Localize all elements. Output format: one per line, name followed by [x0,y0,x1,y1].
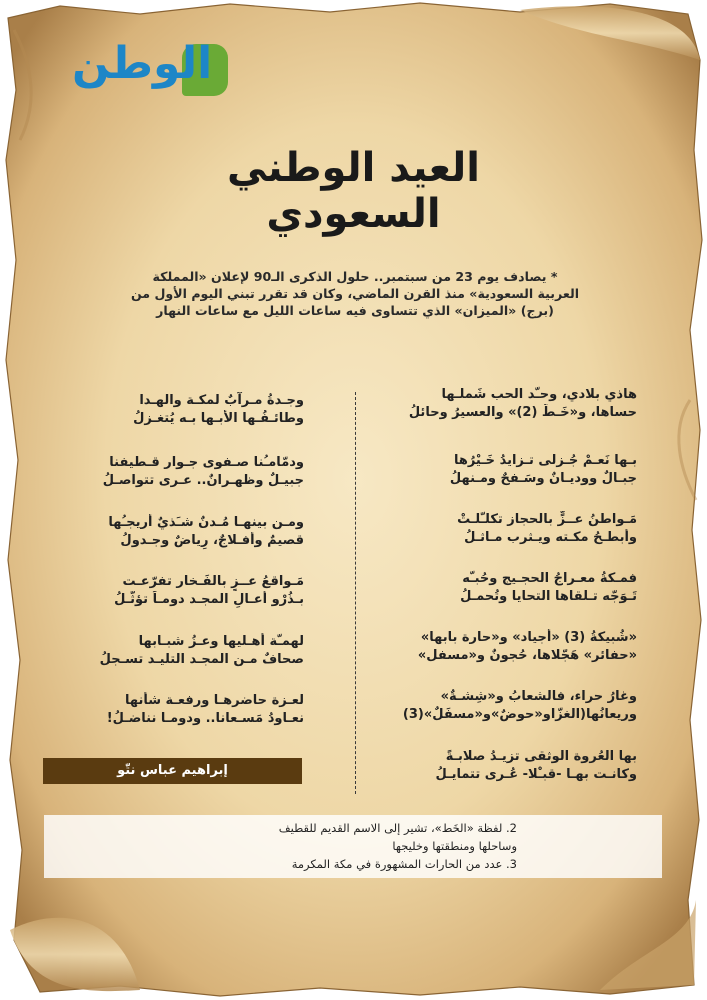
poem-stanza [385,688,637,724]
alwatan-logo [64,38,254,102]
footnote-line: وساحلها ومنطقتها وخليجها [392,839,517,853]
author-name-bar: إبراهيم عباس نتّو [43,758,302,784]
verse-line: بها العُروة الوثقى تزيـدُ صلابـةً [445,749,637,764]
verse-line: ودمّامـُنا صـفوى جـوار قـطيفنا [109,455,304,470]
verse-line: ومـن بينهـا مُـدنٌ شـَذيٌ أريجـُها [108,515,304,530]
verse-line: وجـدةُ مـرآبٌ لمكـة والهـدا [139,393,304,408]
verse-line: وغارُ حراء، فالشعابُ و«شِشـةٌ» [440,689,637,704]
poem-stanza [385,570,637,606]
intro-paragraph [100,268,610,319]
column-divider [355,392,356,794]
intro-line: * يصادف يوم 23 من سبتمبر.. حلول الذكرى الـ90 لإعلان «المملكة [152,269,558,284]
poem-stanza [385,748,637,784]
verse-line: حساها، و«خَـطّ (2)» والعسيرُ وحائلُ [408,405,637,420]
verse-line: جبيـلٌ وظهـرانٌ.. عـرى تتواصـلُ [102,473,304,488]
footnotes-box [44,815,662,878]
verse-line: هاذي بلادي، وحـّد الحب شَملـها [441,387,637,402]
intro-line: (برج) «الميزان» الذي تتساوى فيه ساعات الليل مع ساعات النهار [156,303,554,318]
verse-line: نعـاودُ مَسـعانا.. ودومـا نناضـلُ! [106,711,304,726]
verse-line: لهمـّة أهـليها وعـزُ شبـابها [138,634,304,649]
poem-stanza [42,573,304,609]
verse-line: وأبطـحُ مكـته ويـثرب مـاثـلُ [464,530,637,545]
verse-line: تَـوَجّه تـلقاها التحايا وتُحمـلُ [460,589,637,604]
poem-stanza [42,514,304,550]
verse-line: مَـواطنُ عــزٍّ بالحجاز تكلـّلـتْ [457,512,637,527]
poem-stanza [385,629,637,665]
poem-stanza [42,692,304,728]
headline-line-1: العيد الوطني [227,145,480,191]
verse-line: بـذُرْو أعـالِ المجـد دومـاً تؤثّـلُ [114,592,304,607]
poem-stanza [42,633,304,669]
verse-line: «حفائر» هَجّلاها، حُجونٌ و«مسفل» [417,648,637,663]
intro-line: العربية السعودية» منذ القرن الماضي، وكان قد تقرر تبني اليوم الأول من [130,286,580,301]
verse-line: قصيمٌ وأفـلاجٌ، رِياضٌ وجـدولُ [120,533,304,548]
poem-stanza [385,511,637,547]
verse-line: وكانـت بهـا -قبـْلا- عُـرى تتمايـلُ [435,767,637,782]
logo-text: الوطن [72,38,213,89]
verse-line: فمـكةُ معـراجُ الحجـيج وحُبـّه [462,571,637,586]
verse-line: بـها نَعـمْ جُـزلى تـزايدُ خَـيْرُها [453,453,637,468]
footnote-line: 2. لفظة «الخَط»، تشير إلى الاسم القديم للقطيف [278,821,517,835]
headline-line-2: السعودي [266,191,441,237]
verse-line: صحافٌ مـن المجـد التليـد تسـجلُ [99,652,304,667]
poem-stanza [42,454,304,490]
verse-line: مَـواقعُ عــزٍ بالفَـخار تفرّعـت [122,574,304,589]
poem-stanza [385,452,637,488]
verse-line: «شُبيكةُ (3) «أجياد» و«حارة بابها» [420,630,637,645]
verse-line: وطائـفُـها الأبـها بـه يُتغـزلُ [133,411,304,426]
verse-line: لعـزة حاضرهـا ورفعـة شأنها [125,693,304,708]
poem-stanza [42,392,304,428]
verse-line: وريعانُها(الغزّاو«حوضٌ»و«مسفَلٌ»(3) [402,707,637,722]
poem-stanza [385,386,637,422]
footnote-line: 3. عدد من الحارات المشهورة في مكة المكرمة [291,857,517,871]
verse-line: جبـالٌ ووديـانٌ وسَـفحٌ ومـنهلُ [449,471,637,486]
